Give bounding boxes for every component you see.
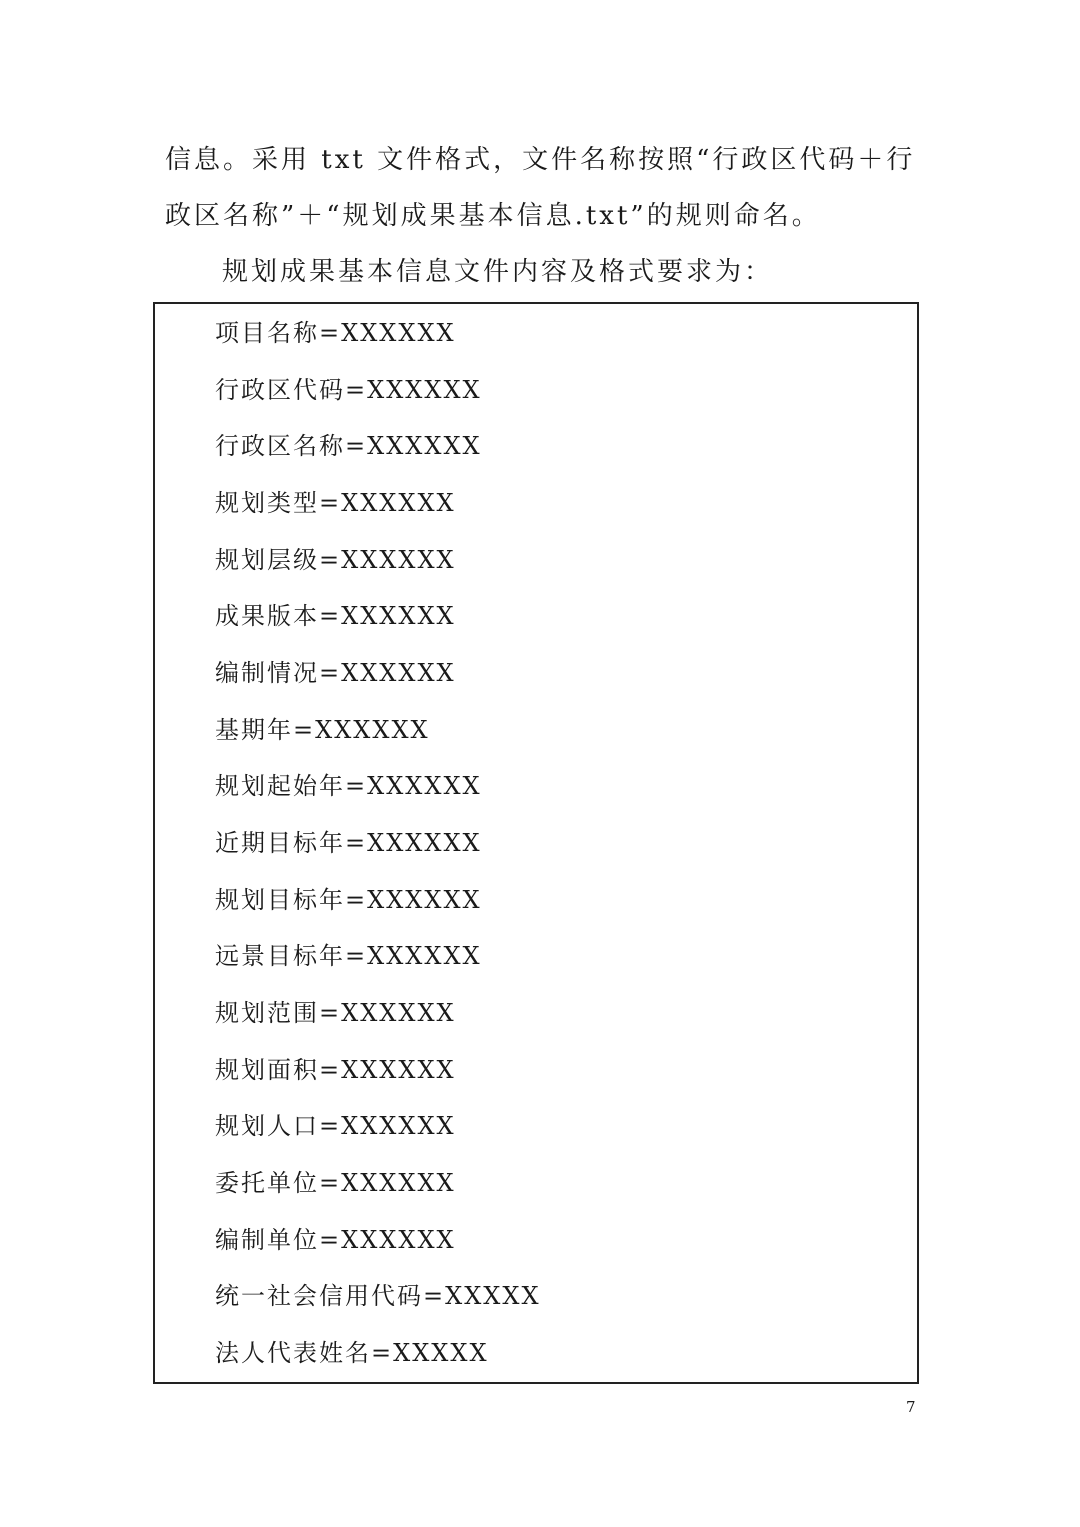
page-number: 7 — [906, 1398, 916, 1416]
paragraph-line-2: 政区名称”＋“规划成果基本信息.txt”的规则命名。 — [165, 201, 821, 231]
format-entry: 行政区代码=XXXXXX — [215, 375, 482, 404]
paragraph-line-3: 规划成果基本信息文件内容及格式要求为： — [222, 257, 774, 287]
format-entry: 项目名称=XXXXXX — [215, 319, 456, 347]
format-entry: 基期年=XXXXXX — [215, 715, 430, 744]
format-entry: 规划人口=XXXXXX — [215, 1112, 456, 1141]
format-entry: 成果版本=XXXXXX — [215, 602, 456, 631]
format-entry: 规划类型=XXXXXX — [215, 489, 456, 517]
format-entry: 编制单位=XXXXXX — [215, 1225, 456, 1254]
format-entry: 远景目标年=XXXXXX — [215, 942, 482, 971]
format-entry: 统一社会信用代码=XXXXX — [215, 1282, 541, 1311]
format-entry: 规划范围=XXXXXX — [215, 999, 456, 1028]
format-box — [153, 302, 919, 1384]
format-entry: 近期目标年=XXXXXX — [215, 829, 482, 858]
format-entry: 法人代表姓名=XXXXX — [215, 1339, 489, 1368]
format-entry: 委托单位=XXXXXX — [215, 1169, 456, 1198]
format-entry: 行政区名称=XXXXXX — [215, 432, 482, 461]
format-entry: 编制情况=XXXXXX — [215, 659, 456, 688]
paragraph-line-1: 信息。采用 txt 文件格式，文件名称按照“行政区代码＋行 — [165, 145, 916, 175]
format-entry: 规划起始年=XXXXXX — [215, 772, 482, 801]
format-entry: 规划层级=XXXXXX — [215, 545, 456, 574]
format-entry: 规划面积=XXXXXX — [215, 1055, 456, 1084]
format-entry: 规划目标年=XXXXXX — [215, 885, 482, 914]
